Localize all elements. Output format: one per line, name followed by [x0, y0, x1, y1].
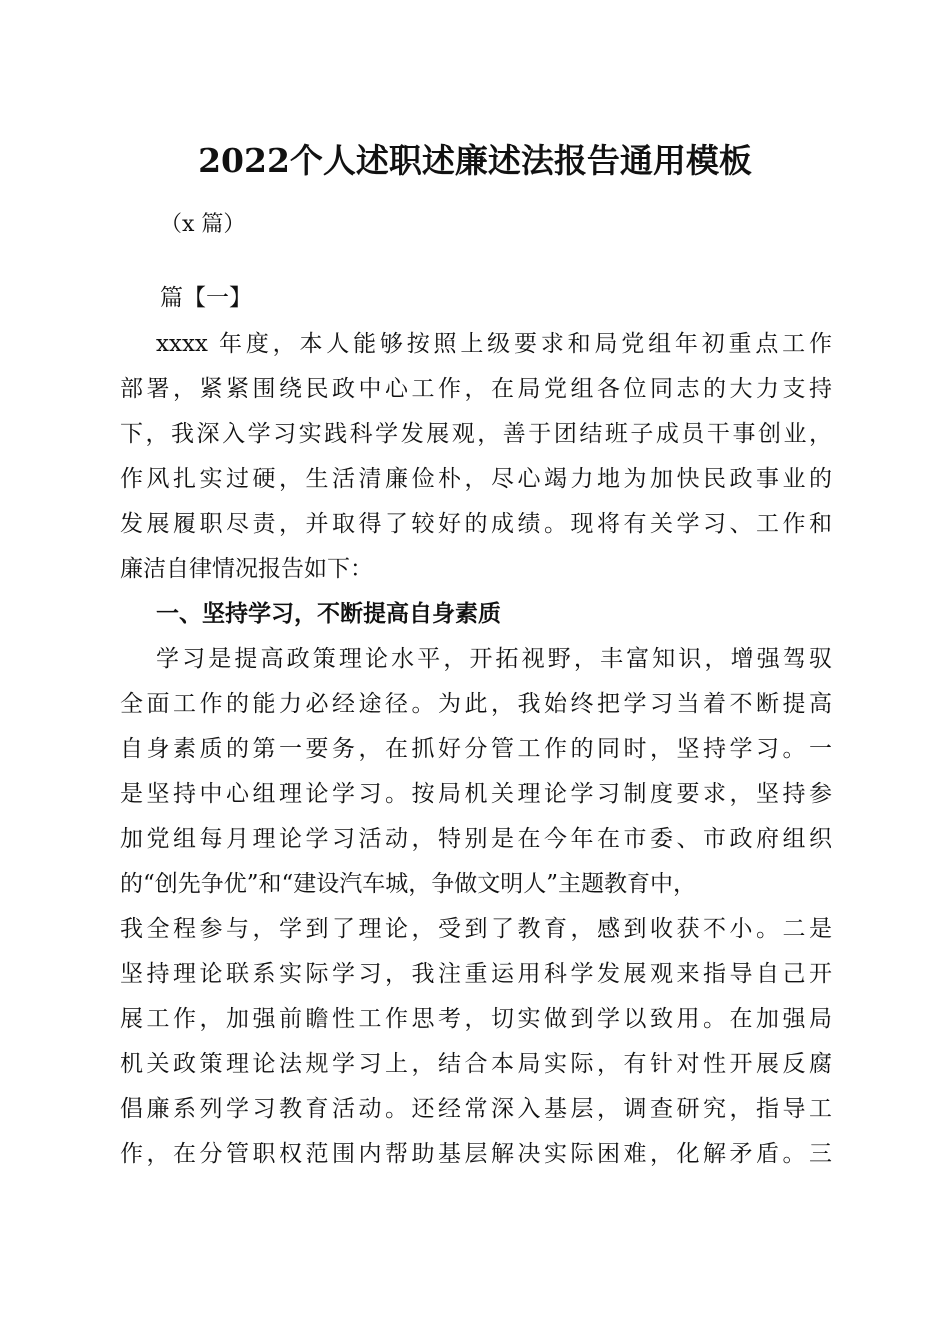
paragraph-line: 作风扎实过硬，生活清廉俭朴，尽心竭力地为加快民政事业的 [120, 466, 832, 492]
paragraph-line: 自身素质的第一要务，在抓好分管工作的同时，坚持学习。一 [120, 736, 832, 762]
paragraph-line: 下，我深入学习实践科学发展观，善于团结班子成员干事创业， [120, 421, 832, 447]
paragraph-line: 加党组每月理论学习活动，特别是在今年在市委、市政府组织 [120, 826, 832, 852]
paragraph-line: 是坚持中心组理论学习。按局机关理论学习制度要求，坚持参 [120, 781, 832, 807]
paragraph-line: 坚持理论联系实际学习，我注重运用科学发展观来指导自己开 [120, 961, 832, 987]
paragraph-line: 展工作，加强前瞻性工作思考，切实做到学以致用。在加强局 [120, 1006, 832, 1032]
paragraph-line: 我全程参与，学到了理论，受到了教育，感到收获不小。二是 [120, 916, 832, 942]
section-label: 篇【一】 [160, 285, 252, 311]
paragraph-line: xxxx 年度，本人能够按照上级要求和局党组年初重点工作 [156, 331, 832, 357]
paragraph-line: 廉洁自律情况报告如下： [120, 556, 373, 582]
paragraph-line: 全面工作的能力必经途径。为此，我始终把学习当着不断提高 [120, 691, 832, 717]
paragraph-line: 学习是提高政策理论水平，开拓视野，丰富知识，增强驾驭 [156, 646, 832, 672]
paragraph-line: 作，在分管职权范围内帮助基层解决实际困难，化解矛盾。三 [120, 1141, 832, 1167]
paragraph-line: 发展履职尽责，并取得了较好的成绩。现将有关学习、工作和 [120, 511, 832, 537]
section-heading: 一、坚持学习，不断提高自身素质 [156, 601, 501, 627]
document-title: 2022个人述职述廉述法报告通用模板 [198, 141, 752, 180]
paragraph-line: 部署，紧紧围绕民政中心工作，在局党组各位同志的大力支持 [120, 376, 832, 402]
paragraph-line: 的“创先争优”和“建设汽车城，争做文明人”主题教育中， [120, 871, 697, 897]
document-note: （x 篇） [160, 212, 246, 237]
document-body [120, 322, 832, 1177]
paragraph-line: 倡廉系列学习教育活动。还经常深入基层，调查研究，指导工 [120, 1096, 832, 1122]
paragraph-line: 机关政策理论法规学习上，结合本局实际，有针对性开展反腐 [120, 1051, 832, 1077]
